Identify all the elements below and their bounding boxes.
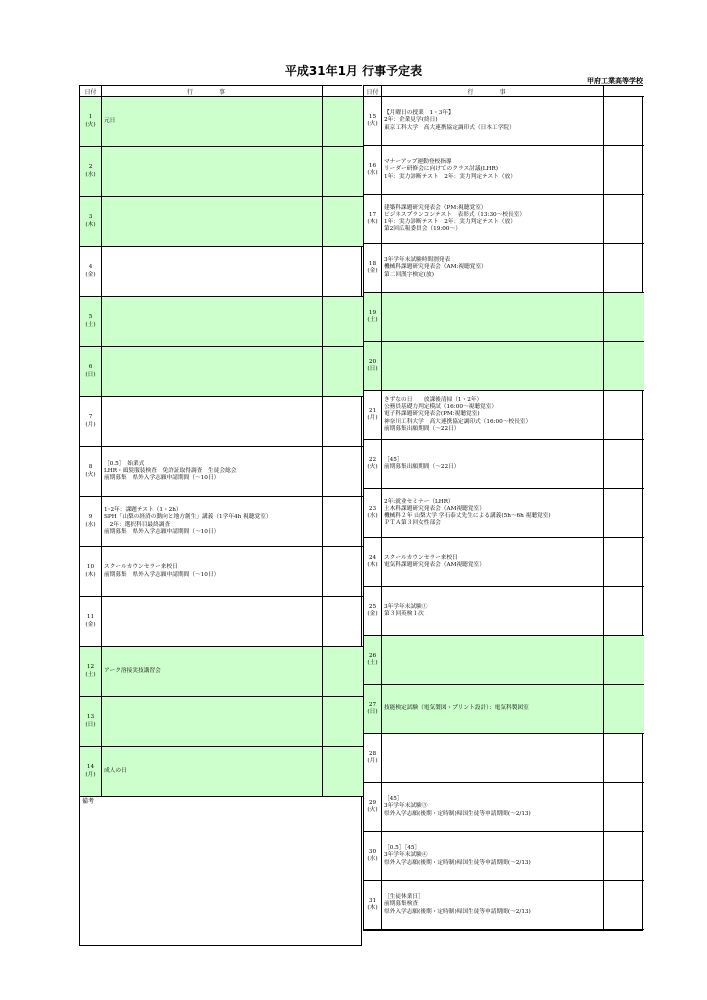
events-cell	[102, 197, 323, 247]
weekday: (金)	[85, 271, 96, 278]
events-cell	[382, 97, 604, 146]
day-number: 26	[368, 652, 377, 659]
event-line: 県外入学志願(後期・定時制)帰国生徒等申請期間(～2/13)	[384, 908, 531, 915]
event-line: 公務員基礎力判定模試（16:00～視聴覚室）	[384, 404, 498, 411]
event-line: 第2回広報委員会（19:00～）	[384, 226, 461, 233]
event-line: 第二回漢字検定(放)	[384, 271, 434, 278]
extra-cell	[323, 747, 363, 797]
school-name: 甲府工業高等学校	[587, 77, 643, 85]
weekday: (月)	[367, 758, 378, 764]
extra-cell	[604, 538, 644, 587]
event-line: 県外入学志願(後期・定時制)帰国生徒等申請期間(～2/13)	[384, 810, 531, 817]
date-cell	[80, 747, 102, 797]
extra-cell	[323, 447, 363, 497]
day-number: 2	[88, 164, 93, 171]
extra-cell	[604, 489, 644, 538]
day-number: 25	[368, 603, 377, 610]
events-cell	[382, 587, 604, 636]
date-cell	[80, 147, 102, 197]
extra-cell	[323, 597, 363, 647]
day-number: 31	[368, 897, 377, 904]
event-line: リーダー研修会に向けてのクラス討議(LHR)	[384, 166, 498, 173]
column-header-extra	[323, 86, 363, 97]
date-cell	[80, 297, 102, 347]
events-cell	[382, 342, 604, 391]
event-line: 成人の日	[104, 767, 127, 774]
day-number: 18	[368, 260, 377, 267]
event-line: 前期募集出願期間（～22日）	[384, 425, 460, 432]
column-header-extra	[604, 86, 644, 97]
date-cell	[80, 697, 102, 747]
day-number: 4	[88, 264, 93, 271]
date-cell	[364, 636, 382, 685]
events-cell	[382, 391, 604, 440]
event-line: 建築科課題研究発表会（PM:視聴覚室）	[384, 204, 487, 211]
date-cell	[364, 391, 382, 440]
notes-area	[80, 797, 363, 945]
date-cell	[80, 347, 102, 397]
event-line: ＰＴＡ第３回女性部会	[384, 520, 441, 527]
extra-cell	[604, 195, 644, 244]
event-line: アーク溶接実技講習会	[104, 667, 161, 674]
event-line: ［45］	[384, 796, 403, 803]
event-line: 前期募集 県外入学志願申請期間（～10日）	[104, 571, 220, 578]
day-number: 9	[88, 514, 93, 521]
date-cell	[364, 244, 382, 293]
events-cell	[382, 440, 604, 489]
event-line: 2年:就业セミナー（LHR）	[384, 498, 454, 505]
event-line: 電子科課題研究発表会(PM:視聴覚室)	[384, 411, 480, 418]
day-number: 16	[368, 162, 377, 169]
schedule-table-left	[79, 85, 362, 946]
weekday: (火)	[367, 464, 378, 470]
event-line: 前期募集 県外入学志願申請期間（～10日）	[104, 528, 220, 535]
extra-cell	[604, 587, 644, 636]
event-line: 技能検定試験（電気製図・プリント設計）：電気科製図室	[384, 705, 529, 712]
weekday: (土)	[85, 671, 96, 678]
events-cell	[382, 881, 604, 930]
extra-cell	[604, 97, 644, 146]
date-cell	[364, 146, 382, 195]
date-cell	[80, 197, 102, 247]
weekday: (水)	[367, 513, 378, 519]
event-line: 3年学年末試験③	[384, 803, 428, 810]
event-line: ［生徒休業日］	[384, 894, 424, 901]
extra-cell	[323, 297, 363, 347]
event-line: 電気科課題研究発表会（AM視聴覚室）	[384, 562, 485, 568]
extra-cell	[323, 147, 363, 197]
events-cell	[382, 489, 604, 538]
day-number: 5	[88, 314, 93, 321]
events-cell	[382, 832, 604, 881]
weekday: (日)	[367, 709, 378, 715]
event-line: 1年：実力診断テスト 2年：実力判定テスト（放）	[384, 173, 516, 180]
weekday: (月)	[367, 415, 378, 421]
date-cell	[364, 685, 382, 734]
event-line: スクールカウンセラー来校日	[104, 564, 178, 571]
event-line: 3年学年末試験④	[384, 852, 428, 859]
date-cell	[364, 489, 382, 538]
date-cell	[80, 497, 102, 547]
event-line: ビジネスプランコンテスト 表彰式（13:30～校長室）	[384, 211, 526, 218]
column-header-events: 行 事	[102, 86, 323, 97]
extra-cell	[323, 647, 363, 697]
events-cell	[102, 497, 323, 547]
weekday: (月)	[85, 421, 96, 428]
day-number: 15	[368, 113, 377, 120]
events-cell	[382, 244, 604, 293]
day-number: 30	[368, 848, 377, 855]
day-number: 19	[368, 309, 377, 316]
extra-cell	[323, 547, 363, 597]
date-cell	[364, 881, 382, 930]
weekday: (金)	[367, 268, 378, 274]
events-cell	[382, 783, 604, 832]
event-line: きずなの日 放課後清掃（1・2年）	[384, 397, 483, 404]
weekday: (月)	[85, 771, 96, 778]
extra-cell	[604, 146, 644, 195]
event-line: 3年学年末試験時間割発表	[384, 257, 451, 264]
extra-cell	[604, 293, 644, 342]
date-cell	[80, 647, 102, 697]
events-cell	[382, 293, 604, 342]
events-cell	[102, 147, 323, 197]
day-number: 28	[368, 750, 377, 757]
weekday: (火)	[85, 471, 96, 478]
events-cell	[102, 397, 323, 447]
events-cell	[382, 685, 604, 734]
date-cell	[364, 97, 382, 146]
events-cell	[382, 538, 604, 587]
event-line: 機械科課題研究発表会（AM:視聴覚室）	[384, 264, 487, 271]
date-cell	[80, 597, 102, 647]
day-number: 21	[368, 407, 377, 414]
event-line: 2年：企業見学(終日)	[384, 117, 438, 124]
date-cell	[364, 587, 382, 636]
day-number: 23	[368, 505, 377, 512]
day-number: 7	[88, 414, 93, 421]
date-cell	[364, 538, 382, 587]
event-line: 【月曜日の授業 1・3年】	[384, 110, 454, 117]
weekday: (水)	[367, 170, 378, 176]
date-cell	[80, 447, 102, 497]
events-cell	[382, 146, 604, 195]
day-number: 1	[88, 114, 93, 121]
weekday: (火)	[367, 807, 378, 813]
extra-cell	[604, 783, 644, 832]
weekday: (火)	[85, 121, 96, 128]
events-cell	[382, 195, 604, 244]
extra-cell	[323, 397, 363, 447]
date-cell	[80, 547, 102, 597]
event-line: LHR・頭髪服装検査 免許証取得調査 生徒会総会	[104, 467, 237, 474]
event-line: マナーアップ運動登校指導	[384, 159, 452, 166]
date-cell	[80, 397, 102, 447]
event-line: 土木科課題研究発表会（AM視聴覚室）	[384, 505, 485, 512]
day-number: 12	[86, 664, 95, 671]
extra-cell	[604, 342, 644, 391]
day-number: 27	[368, 701, 377, 708]
event-line: 前期募集検査	[384, 901, 419, 908]
day-number: 17	[368, 211, 377, 218]
extra-cell	[323, 247, 363, 297]
extra-cell	[604, 685, 644, 734]
events-cell	[102, 647, 323, 697]
event-line: 3年学年末試験①	[384, 603, 428, 610]
column-header-events: 行 事	[382, 86, 604, 97]
column-header-date: 日付	[80, 86, 102, 97]
weekday: (日)	[367, 366, 378, 372]
day-number: 20	[368, 358, 377, 365]
event-line: 機械科２年 山梨大学 学石泰丈先生による講義(5h～6h 視聴覚室)	[384, 513, 551, 519]
date-cell	[364, 342, 382, 391]
events-cell	[102, 547, 323, 597]
day-number: 11	[86, 614, 95, 621]
events-cell	[102, 597, 323, 647]
weekday: (日)	[85, 721, 96, 728]
events-cell	[102, 697, 323, 747]
date-cell	[364, 783, 382, 832]
event-line: 前期募集出願期間（～22日）	[384, 464, 460, 470]
page-title: 平成31年1月 行事予定表	[284, 64, 423, 78]
events-cell	[102, 97, 323, 147]
date-cell	[80, 97, 102, 147]
weekday: (水)	[367, 856, 378, 862]
extra-cell	[604, 832, 644, 881]
event-line: 県外入学志願(後期・定時制)帰国生徒等申請期間(～2/13)	[384, 859, 531, 866]
day-number: 8	[88, 464, 93, 471]
event-line: スクールカウンセラー来校日	[384, 554, 458, 561]
extra-cell	[604, 636, 644, 685]
event-line: 前期募集 県外入学志願申請期間（～10日）	[104, 475, 220, 482]
event-line: 元日	[104, 117, 116, 124]
extra-cell	[604, 440, 644, 489]
day-number: 29	[368, 799, 377, 806]
weekday: (木)	[85, 221, 96, 228]
day-number: 14	[86, 764, 95, 771]
events-cell	[382, 636, 604, 685]
weekday: (金)	[367, 611, 378, 617]
event-line: 東京工科大学 高大連携協定調印式（日本工学院）	[384, 124, 515, 131]
day-number: 13	[86, 714, 95, 721]
extra-cell	[323, 347, 363, 397]
extra-cell	[323, 497, 363, 547]
date-cell	[364, 832, 382, 881]
events-cell	[102, 297, 323, 347]
date-cell	[80, 247, 102, 297]
extra-cell	[604, 734, 644, 783]
day-number: 6	[88, 364, 93, 371]
day-number: 24	[368, 554, 377, 561]
date-cell	[364, 440, 382, 489]
day-number: 10	[86, 564, 95, 571]
date-cell	[364, 195, 382, 244]
day-number: 3	[88, 214, 93, 221]
extra-cell	[604, 881, 644, 930]
extra-cell	[604, 244, 644, 293]
weekday: (木)	[367, 219, 378, 225]
event-line: 第３回英検１次	[384, 611, 424, 617]
event-line: 神奈川工科大学 高大連携協定調印式（16:00～校長室）	[384, 418, 532, 425]
weekday: (金)	[85, 621, 96, 628]
events-cell	[102, 747, 323, 797]
day-number: 22	[368, 456, 377, 463]
events-cell	[102, 247, 323, 297]
event-line: 1年：実力診断テスト 2年：実力判定テスト（放）	[384, 219, 516, 225]
column-header-date: 日付	[364, 86, 382, 97]
extra-cell	[323, 97, 363, 147]
date-cell	[364, 293, 382, 342]
events-cell	[382, 734, 604, 783]
weekday: (水)	[85, 521, 96, 528]
event-line: 1･2年：課題テスト（1・2h）	[104, 507, 182, 514]
weekday: (木)	[367, 562, 378, 568]
weekday: (水)	[85, 171, 96, 178]
weekday: (日)	[85, 371, 96, 378]
weekday: (土)	[367, 660, 378, 666]
event-line: ［45］	[384, 456, 403, 463]
weekday: (土)	[85, 321, 96, 328]
extra-cell	[323, 697, 363, 747]
schedule-table-right	[363, 85, 643, 931]
events-cell	[102, 347, 323, 397]
event-line: ［0.5］ 始業式	[104, 460, 145, 467]
event-line: SPH「山梨の経済の動向と地方創生」講義（1学年4h 視聴覚室）	[104, 514, 272, 521]
events-cell	[102, 447, 323, 497]
event-line: 2年：選択科目最終調査	[104, 521, 171, 528]
weekday: (火)	[367, 121, 378, 127]
date-cell	[364, 734, 382, 783]
event-line: ［0.5］［45］	[384, 845, 421, 852]
extra-cell	[604, 391, 644, 440]
weekday: (土)	[367, 317, 378, 323]
notes-label: 備考	[82, 798, 95, 805]
weekday: (木)	[367, 905, 378, 911]
weekday: (木)	[85, 571, 96, 578]
extra-cell	[323, 197, 363, 247]
